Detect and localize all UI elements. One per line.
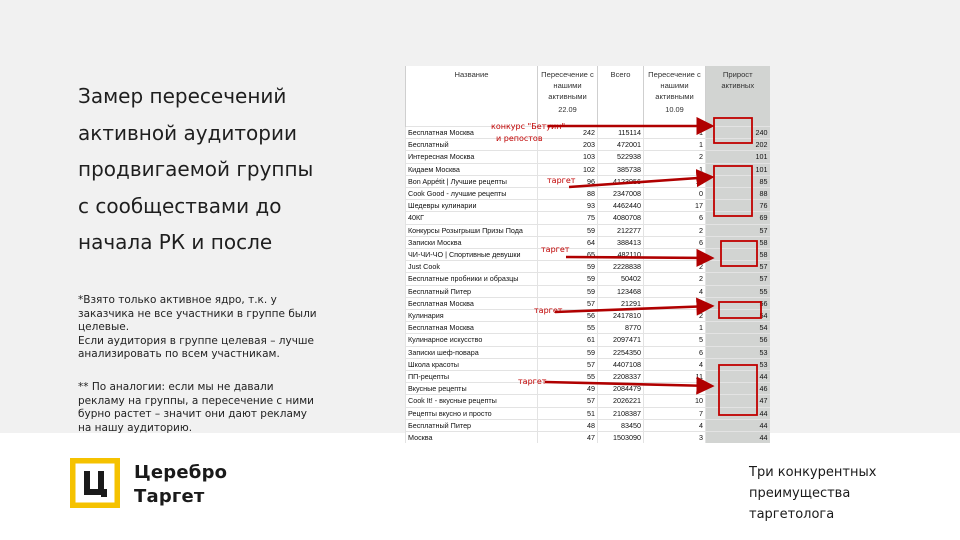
cell-intersection-before: 7 xyxy=(644,407,706,419)
table-row xyxy=(406,407,770,419)
cell-growth: 44 xyxy=(706,407,770,419)
cell-name: ПП-рецепты xyxy=(406,371,538,383)
heading-line: с сообществами до xyxy=(78,193,282,218)
cell-total: 388413 xyxy=(598,236,644,248)
cell-growth: 56 xyxy=(706,334,770,346)
cell-intersection-before: 3 xyxy=(644,432,706,444)
cell-name: Бесплатный Питер xyxy=(406,419,538,431)
table-row xyxy=(406,334,770,346)
table-row xyxy=(406,212,770,224)
cell-total: 2026221 xyxy=(598,395,644,407)
table-row xyxy=(406,151,770,163)
cell-intersection-now: 61 xyxy=(538,334,598,346)
cell-total: 4462440 xyxy=(598,200,644,212)
cell-intersection-before: 1 xyxy=(644,297,706,309)
cell-intersection-now: 56 xyxy=(538,310,598,322)
cell-intersection-now: 242 xyxy=(538,127,598,139)
cell-growth: 55 xyxy=(706,285,770,297)
cell-intersection-now: 103 xyxy=(538,151,598,163)
cell-intersection-before: 6 xyxy=(644,346,706,358)
footnote-analogy xyxy=(78,381,328,435)
table-row xyxy=(406,310,770,322)
footnote-active-core xyxy=(78,294,328,362)
cell-name: Интересная Москва xyxy=(406,151,538,163)
cell-intersection-before: 4 xyxy=(644,419,706,431)
cell-intersection-before: 4 xyxy=(644,285,706,297)
cell-growth: 56 xyxy=(706,297,770,309)
cell-name: Записки шеф-повара xyxy=(406,346,538,358)
header-growth: Прирост активных xyxy=(706,66,770,127)
cell-name: Cook Good - лучшие рецепты xyxy=(406,188,538,200)
cell-intersection-now: 59 xyxy=(538,346,598,358)
note-line: на нашу аудиторию. xyxy=(78,421,193,434)
cell-intersection-now: 47 xyxy=(538,432,598,444)
note-line: бурно растет – значит они дают рекламу xyxy=(78,408,308,421)
cell-name: Рецепты вкусно и просто xyxy=(406,407,538,419)
table-row xyxy=(406,383,770,395)
cell-name: ЧИ-ЧИ-ЧО | Спортивные девушки xyxy=(406,249,538,261)
heading-line: продвигаемой группы xyxy=(78,157,314,181)
table-row xyxy=(406,249,770,261)
cell-total: 4407108 xyxy=(598,358,644,370)
cell-growth: 202 xyxy=(706,139,770,151)
caption-line: таргетолога xyxy=(749,507,835,522)
note-line: *Взято только активное ядро, т.к. у xyxy=(78,294,277,306)
cell-intersection-before: 1 xyxy=(644,322,706,334)
cell-name: Bon Appétit | Лучшие рецепты xyxy=(406,175,538,187)
cell-total: 212277 xyxy=(598,224,644,236)
cell-total: 2097471 xyxy=(598,334,644,346)
cell-name: Вкусные рецепты xyxy=(406,383,538,395)
heading-line: активной аудитории xyxy=(78,120,297,145)
caption-line: преимущества xyxy=(749,486,851,501)
heading-line: Замер пересечений xyxy=(78,84,287,108)
table-row xyxy=(406,163,770,175)
cell-growth: 54 xyxy=(706,322,770,334)
table-row xyxy=(406,297,770,309)
cell-growth: 57 xyxy=(706,261,770,273)
cell-total: 1503090 xyxy=(598,432,644,444)
cell-total: 2417810 xyxy=(598,310,644,322)
cell-name: Кулинария xyxy=(406,310,538,322)
cell-total: 50402 xyxy=(598,273,644,285)
cell-name: Бесплатный xyxy=(406,139,538,151)
cell-growth: 44 xyxy=(706,371,770,383)
annotation-label: таргет xyxy=(534,306,563,315)
cell-intersection-before: 10 xyxy=(644,395,706,407)
cell-intersection-before: 3 xyxy=(644,383,706,395)
cell-growth: 57 xyxy=(706,273,770,285)
cell-growth: 46 xyxy=(706,383,770,395)
cell-total: 385738 xyxy=(598,163,644,175)
cell-total: 2347008 xyxy=(598,188,644,200)
cell-intersection-now: 55 xyxy=(538,371,598,383)
table-header-row xyxy=(406,66,770,127)
cell-intersection-before: 11 xyxy=(644,175,706,187)
header-name: Название xyxy=(406,66,538,127)
cell-intersection-before: 7 xyxy=(644,249,706,261)
cell-growth: 85 xyxy=(706,175,770,187)
cell-intersection-now: 48 xyxy=(538,419,598,431)
cell-intersection-now: 55 xyxy=(538,322,598,334)
cell-total: 21291 xyxy=(598,297,644,309)
table-row xyxy=(406,273,770,285)
annotation-label: таргет xyxy=(541,245,570,254)
cell-intersection-now: 59 xyxy=(538,285,598,297)
annotation-label: таргет xyxy=(518,377,547,386)
cell-growth: 57 xyxy=(706,224,770,236)
cell-growth: 58 xyxy=(706,249,770,261)
spreadsheet-screenshot xyxy=(405,66,769,443)
cell-intersection-before: 2 xyxy=(644,310,706,322)
filter-value: 10.09 xyxy=(665,105,684,114)
cell-growth: 101 xyxy=(706,151,770,163)
table-row xyxy=(406,346,770,358)
cell-name: Just Cook xyxy=(406,261,538,273)
cell-total: 2108387 xyxy=(598,407,644,419)
cell-name: Cook It! - вкусные рецепты xyxy=(406,395,538,407)
cell-growth: 88 xyxy=(706,188,770,200)
table-row xyxy=(406,371,770,383)
cell-intersection-now: 51 xyxy=(538,407,598,419)
table-row xyxy=(406,358,770,370)
cell-intersection-before: 4 xyxy=(644,358,706,370)
cell-intersection-before: 2 xyxy=(644,273,706,285)
cell-intersection-before: 0 xyxy=(644,188,706,200)
table-row xyxy=(406,285,770,297)
cell-name: Бесплатные пробники и образцы xyxy=(406,273,538,285)
annotation-label: таргет xyxy=(547,176,576,185)
cell-name: Шедевры кулинарии xyxy=(406,200,538,212)
cell-intersection-now: 59 xyxy=(538,224,598,236)
cell-intersection-now: 96 xyxy=(538,175,598,187)
cell-intersection-now: 59 xyxy=(538,261,598,273)
cell-name: Записки Москва xyxy=(406,236,538,248)
table-row xyxy=(406,261,770,273)
cell-name: Бесплатный Питер xyxy=(406,285,538,297)
cell-growth: 53 xyxy=(706,346,770,358)
cell-growth: 53 xyxy=(706,358,770,370)
cell-growth: 58 xyxy=(706,236,770,248)
logo-line: Таргет xyxy=(134,486,205,507)
cell-growth: 76 xyxy=(706,200,770,212)
cell-intersection-before: 5 xyxy=(644,334,706,346)
cell-growth: 69 xyxy=(706,212,770,224)
cell-total: 8770 xyxy=(598,322,644,334)
cell-total: 482110 xyxy=(598,249,644,261)
cell-total: 2254350 xyxy=(598,346,644,358)
caption-line: Три конкурентных xyxy=(749,465,877,480)
table-row xyxy=(406,200,770,212)
table-row xyxy=(406,188,770,200)
cell-intersection-before: 6 xyxy=(644,236,706,248)
cell-name: Бесплатная Москва xyxy=(406,297,538,309)
cell-intersection-before: 1 xyxy=(644,163,706,175)
cell-name: 40КГ xyxy=(406,212,538,224)
cell-intersection-now: 102 xyxy=(538,163,598,175)
filter-value: 22.09 xyxy=(558,105,577,114)
slide-caption xyxy=(749,462,939,525)
cell-intersection-now: 49 xyxy=(538,383,598,395)
cell-total: 123468 xyxy=(598,285,644,297)
cell-intersection-before: 2 xyxy=(644,224,706,236)
table-row xyxy=(406,139,770,151)
cell-intersection-before: 6 xyxy=(644,212,706,224)
cell-total: 115114 xyxy=(598,127,644,139)
cell-total: 4080708 xyxy=(598,212,644,224)
cell-intersection-before: 17 xyxy=(644,200,706,212)
cell-intersection-before: 1 xyxy=(644,139,706,151)
annotation-label: конкурс "Бетуин" xyxy=(491,122,566,131)
cell-name: Москва xyxy=(406,432,538,444)
cell-intersection-now: 57 xyxy=(538,395,598,407)
cell-intersection-now: 93 xyxy=(538,200,598,212)
logo-wordmark xyxy=(134,461,227,509)
cell-name: Конкурсы Розыгрыши Призы Пода xyxy=(406,224,538,236)
header-intersection-before: Пересечение с нашими активными 10.09 xyxy=(644,66,706,127)
table-row xyxy=(406,175,770,187)
note-line: ** По аналогии: если мы не давали xyxy=(78,381,274,393)
heading-line: начала РК и после xyxy=(78,230,273,254)
cell-intersection-now: 88 xyxy=(538,188,598,200)
table-row xyxy=(406,127,770,139)
table-row xyxy=(406,419,770,431)
annotation-label: и репостов xyxy=(496,134,543,143)
cell-intersection-now: 65 xyxy=(538,249,598,261)
cerebro-target-logo-icon xyxy=(70,458,120,508)
note-line: заказчика не все участники в группе были xyxy=(78,307,317,320)
note-line: целевые. xyxy=(78,321,130,334)
cell-total: 83450 xyxy=(598,419,644,431)
cell-intersection-before: 11 xyxy=(644,371,706,383)
table-row xyxy=(406,395,770,407)
cell-intersection-before: 2 xyxy=(644,261,706,273)
cell-intersection-before: 2 xyxy=(644,151,706,163)
cell-intersection-now: 203 xyxy=(538,139,598,151)
cell-growth: 47 xyxy=(706,395,770,407)
cell-total: 4123956 xyxy=(598,175,644,187)
cell-growth: 240 xyxy=(706,127,770,139)
cell-intersection-now: 59 xyxy=(538,273,598,285)
table-row xyxy=(406,322,770,334)
cell-total: 2208337 xyxy=(598,371,644,383)
cell-intersection-before: 1 xyxy=(644,127,706,139)
note-line: Если аудитория в группе целевая – лучше xyxy=(78,334,314,347)
cell-growth: 44 xyxy=(706,419,770,431)
cell-total: 472001 xyxy=(598,139,644,151)
table-row xyxy=(406,236,770,248)
cell-growth: 44 xyxy=(706,432,770,444)
cell-total: 2084479 xyxy=(598,383,644,395)
table-row xyxy=(406,432,770,444)
cell-name: Кидаем Москва xyxy=(406,163,538,175)
cell-growth: 101 xyxy=(706,163,770,175)
note-line: анализировать по всем участникам. xyxy=(78,348,280,361)
cell-intersection-now: 57 xyxy=(538,297,598,309)
cell-growth: 54 xyxy=(706,310,770,322)
header-intersection-now: Пересечение с нашими активными 22.09 xyxy=(538,66,598,127)
slide-heading xyxy=(78,78,378,261)
cell-name: Кулинарное искусство xyxy=(406,334,538,346)
cell-name: Бесплатная Москва xyxy=(406,127,538,139)
cell-total: 2228838 xyxy=(598,261,644,273)
note-line: рекламу на группы, а пересечение с ними xyxy=(78,394,314,407)
cell-intersection-now: 64 xyxy=(538,236,598,248)
cell-intersection-now: 57 xyxy=(538,358,598,370)
cell-total: 522938 xyxy=(598,151,644,163)
cell-name: Бесплатная Москва xyxy=(406,322,538,334)
logo-line: Церебро xyxy=(134,462,228,483)
table-row xyxy=(406,224,770,236)
intersection-table xyxy=(405,66,770,443)
cell-name: Школа красоты xyxy=(406,358,538,370)
cell-intersection-now: 75 xyxy=(538,212,598,224)
header-total: Всего xyxy=(598,66,644,127)
